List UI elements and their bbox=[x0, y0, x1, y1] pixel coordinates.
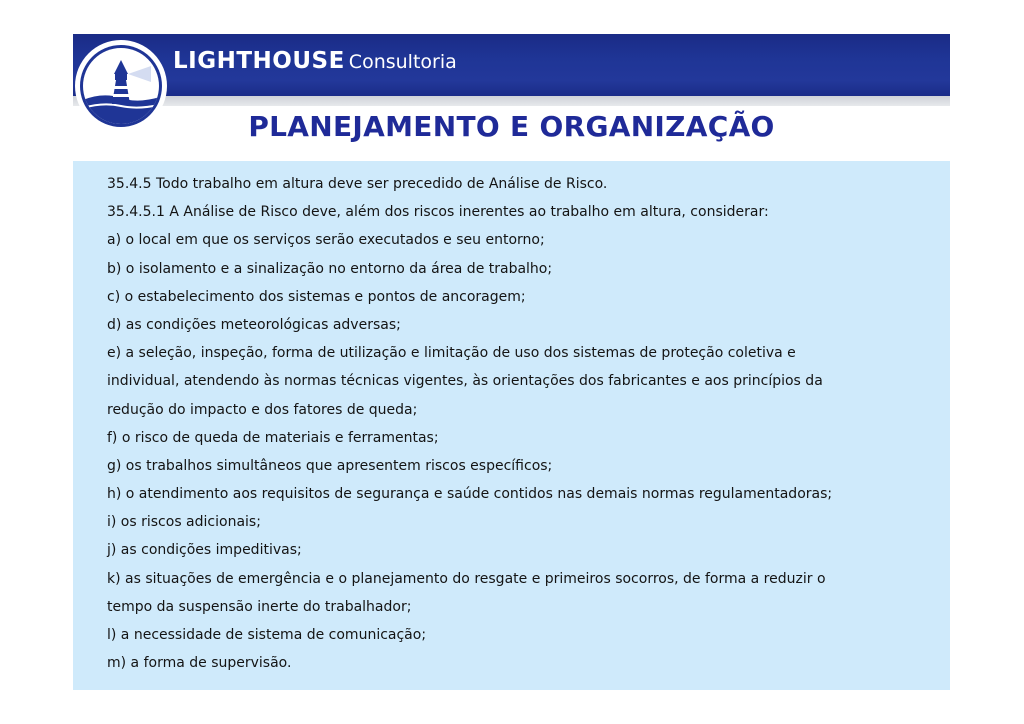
text-line: individual, atendendo às normas técnicas vigentes, às orientações dos fabricantes e aos princípios da bbox=[107, 373, 823, 390]
page-title: PLANEJAMENTO E ORGANIZAÇÃO bbox=[248, 110, 775, 143]
text-line: redução do impacto e dos fatores de queda; bbox=[107, 401, 418, 418]
brand-name: LIGHTHOUSE bbox=[173, 48, 345, 74]
text-line: i) os riscos adicionais; bbox=[107, 514, 261, 531]
text-line: m) a forma de supervisão. bbox=[107, 655, 292, 672]
text-line: a) o local em que os serviços serão executados e seu entorno; bbox=[107, 232, 545, 249]
header-divider bbox=[73, 96, 950, 106]
text-line: f) o risco de queda de materiais e ferramentas; bbox=[107, 429, 439, 446]
brand-subtitle: Consultoria bbox=[348, 51, 457, 73]
text-line: c) o estabelecimento dos sistemas e pontos de ancoragem; bbox=[107, 288, 526, 305]
text-line: b) o isolamento e a sinalização no entorno da área de trabalho; bbox=[107, 260, 553, 277]
content-panel bbox=[73, 161, 950, 690]
text-line: l) a necessidade de sistema de comunicação; bbox=[107, 627, 427, 643]
text-line: h) o atendimento aos requisitos de segurança e saúde contidos nas demais normas regulamentadoras; bbox=[107, 486, 833, 503]
text-line: 35.4.5.1 A Análise de Risco deve, além dos riscos inerentes ao trabalho em altura, considerar: bbox=[107, 204, 769, 221]
text-line: d) as condições meteorológicas adversas; bbox=[107, 316, 401, 333]
brand-wordmark bbox=[173, 48, 457, 74]
text-line: 35.4.5 Todo trabalho em altura deve ser precedido de Análise de Risco. bbox=[107, 176, 608, 192]
text-line: j) as condições impeditivas; bbox=[107, 542, 302, 559]
slide bbox=[73, 34, 950, 690]
text-line: tempo da suspensão inerte do trabalhador; bbox=[107, 598, 412, 615]
text-body bbox=[107, 170, 937, 677]
text-line: e) a seleção, inspeção, forma de utilização e limitação de uso dos sistemas de proteção coletiva e bbox=[107, 345, 796, 362]
text-line: k) as situações de emergência e o planejamento do resgate e primeiros socorros, de forma a reduzir o bbox=[107, 570, 826, 587]
text-line: g) os trabalhos simultâneos que apresentem riscos específicos; bbox=[107, 457, 553, 474]
